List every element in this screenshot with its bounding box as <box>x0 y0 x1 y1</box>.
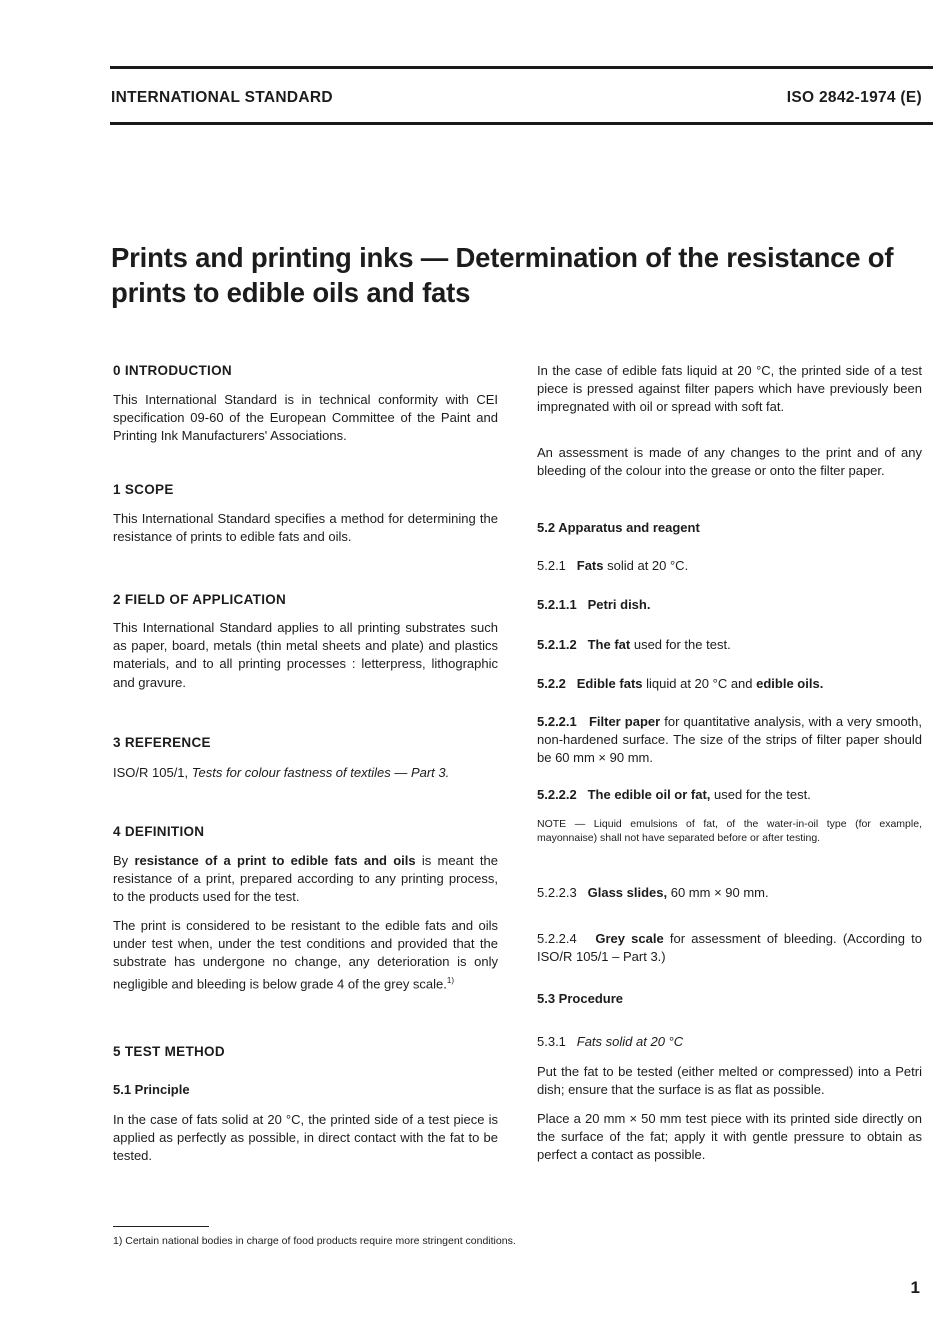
section-5-1-assessment: An assessment is made of any changes to the print and of any bleeding of the colour into the grease or onto the filter paper. <box>537 445 922 479</box>
section-5-2-2: 5.2.2 Edible fats liquid at 20 °C and edible oils. <box>537 676 824 691</box>
footnote: 1) Certain national bodies in charge of food products require more stringent conditions. <box>113 1235 516 1247</box>
header-rule-top <box>110 66 933 69</box>
section-5-2-heading: 5.2 Apparatus and reagent <box>537 520 700 535</box>
section-5-heading: 5 TEST METHOD <box>113 1044 225 1059</box>
header-document-number: ISO 2842-1974 (E) <box>786 89 922 106</box>
section-5-3-1-p1: Put the fat to be tested (either melted or compressed) into a Petri dish; ensure that the surface is as flat as possible. <box>537 1064 922 1098</box>
section-2-body: This International Standard applies to all printing substrates such as paper, board, metals (thin metal sheets and plate) and plastics materials, and to all printing processes : letterpress, lithographic and gravure. <box>113 620 498 690</box>
section-5-2-1-1: 5.2.1.1 Petri dish. <box>537 597 651 612</box>
section-0-heading: 0 INTRODUCTION <box>113 363 232 378</box>
section-2-heading: 2 FIELD OF APPLICATION <box>113 592 287 607</box>
section-3-heading: 3 REFERENCE <box>113 735 211 750</box>
section-0-body: This International Standard is in technical conformity with CEI specification 09-60 of the European Committee of the Paint and Printing Ink Manufacturers' Associations. <box>113 392 498 444</box>
header-standard-label: INTERNATIONAL STANDARD <box>111 89 333 106</box>
note-emulsions: NOTE — Liquid emulsions of fat, of the water-in-oil type (for example, mayonnaise) shall not have separated before or after testing. <box>537 818 922 844</box>
section-5-1-continued: In the case of edible fats liquid at 20 °C, the printed side of a test piece is pressed against filter papers which have previously been impregnated with oil or spread with soft fat. <box>537 363 922 415</box>
reference-number: ISO/R 105/1, <box>113 765 189 780</box>
section-5-2-2-2: 5.2.2.2 The edible oil or fat, used for the test. <box>537 787 811 802</box>
page-number: 1 <box>910 1278 920 1297</box>
section-5-2-2-3: 5.2.2.3 Glass slides, 60 mm × 90 mm. <box>537 885 769 900</box>
section-5-1-heading: 5.1 Principle <box>113 1082 190 1097</box>
section-4-heading: 4 DEFINITION <box>113 824 205 839</box>
section-5-3-1-p2: Place a 20 mm × 50 mm test piece with its printed side directly on the surface of the fat; apply it with gentle pressure to obtain as perfect a contact as possible. <box>537 1111 922 1163</box>
section-1-body: This International Standard specifies a method for determining the resistance of prints to edible fats and oils. <box>113 511 498 545</box>
footnote-ref: 1) <box>446 975 455 985</box>
section-5-2-2-1: 5.2.2.1 Filter paper for quantitative analysis, with a very smooth, non-hardened surface. The size of the strips of filter paper should be 60 mm × 90 mm. <box>537 714 922 766</box>
section-1-heading: 1 SCOPE <box>113 482 174 497</box>
section-4-resistance: The print is considered to be resistant to the edible fats and oils under test when, under the test conditions and provided that the substrate has undergone no change, any deterioration is only negligible and bleeding is below grade 4 of the grey scale.$^{1)}$ <box>113 918 498 991</box>
reference-title: Tests for colour fastness of textiles — Part 3. <box>191 765 450 780</box>
footnote-rule <box>113 1226 209 1227</box>
document-title: Prints and printing inks — Determination of the resistance of prints to edible oils and fats <box>111 242 894 308</box>
section-5-2-1: 5.2.1 Fats solid at 20 °C. <box>537 558 689 573</box>
section-5-3-1-heading: 5.3.1 Fats solid at 20 °C <box>537 1034 684 1049</box>
section-4-definition: By resistance of a print to edible fats and oils is meant the resistance of a print, prepared according to any printing process, to the products used for the test. <box>113 853 498 905</box>
section-3-body <box>113 764 498 782</box>
section-5-2-1-2: 5.2.1.2 The fat used for the test. <box>537 637 731 652</box>
section-5-1-body: In the case of fats solid at 20 °C, the printed side of a test piece is applied as perfectly as possible, in direct contact with the fat to be tested. <box>113 1112 498 1164</box>
header-rule-bottom <box>110 122 933 125</box>
section-5-3-heading: 5.3 Procedure <box>537 991 623 1006</box>
section-5-2-2-4: 5.2.2.4 Grey scale for assessment of bleeding. (According to ISO/R 105/1 – Part 3.) <box>537 931 922 965</box>
